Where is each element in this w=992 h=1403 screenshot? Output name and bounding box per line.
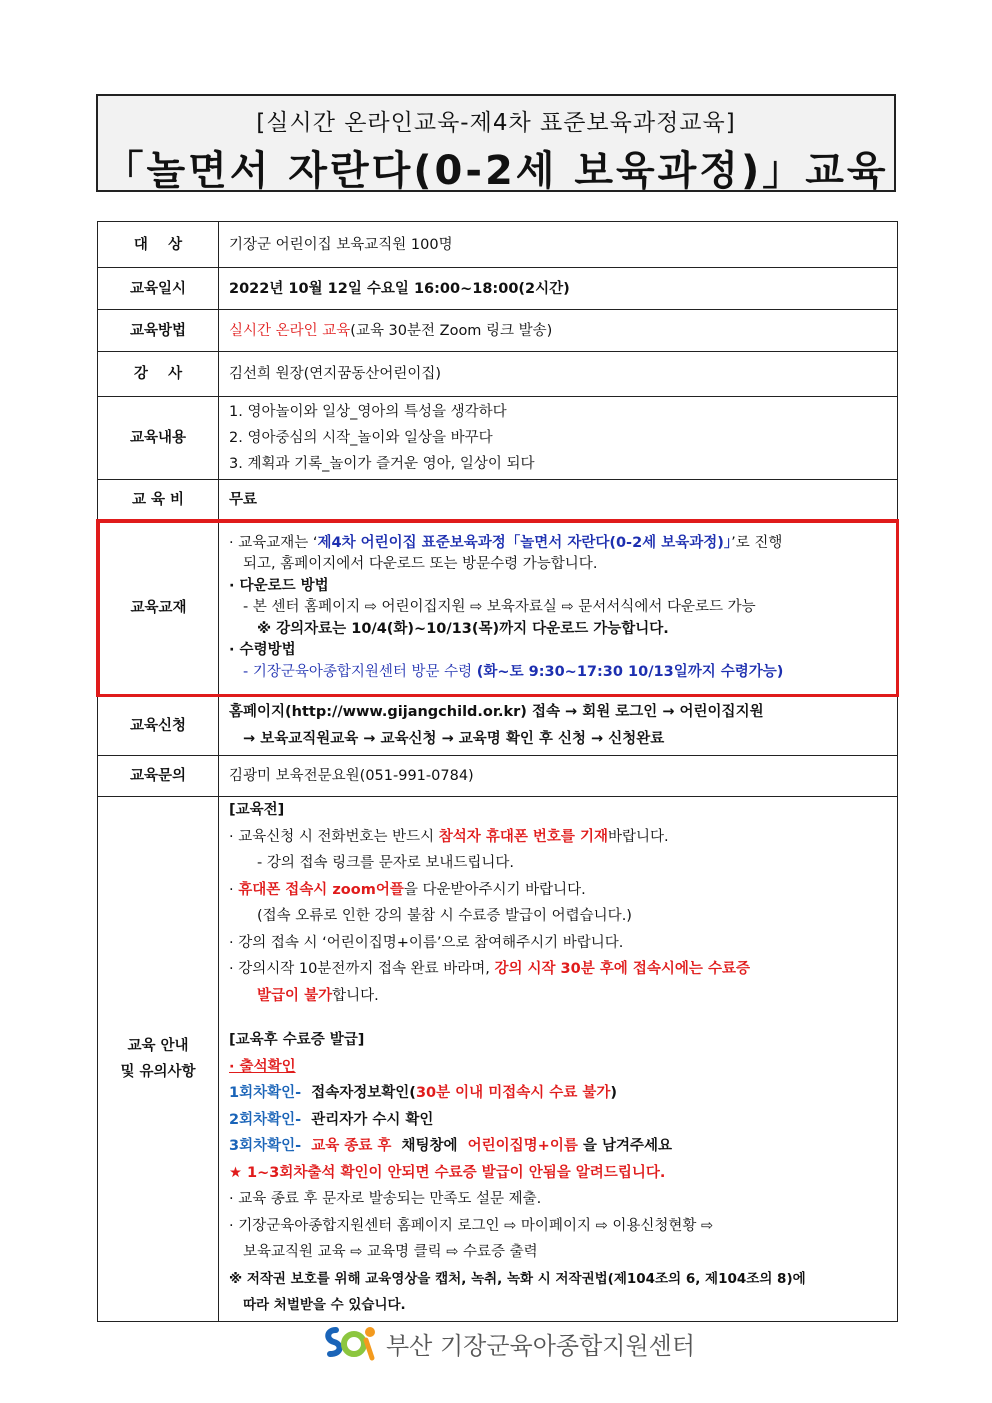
row-date (98, 268, 898, 310)
guide-c1c: ) (610, 1085, 618, 1101)
guide-a3a: · (229, 881, 239, 898)
guide-h2: [교육후 수료증 발급] (229, 1032, 365, 1048)
value-target: 기장군 어린이집 보육교직원 100명 (219, 222, 898, 268)
row-apply (98, 696, 898, 756)
guide-e2: 따라 처벌받을 수 있습니다. (243, 1297, 406, 1313)
info-table (96, 221, 899, 1322)
guide-a5: · 강의 접속 시 ‘어린이집명+이름’으로 참여해주시기 바랍니다. (229, 934, 624, 951)
apply-l2: → 보육교직원교육 → 교육신청 → 교육명 확인 후 신청 → 신청완료 (243, 731, 665, 747)
label-guide-1: 교육 안내 (127, 1037, 189, 1054)
guide-a1b: 참석자 휴대폰 번호를 기재 (438, 828, 608, 845)
guide-a7b: 합니다. (332, 987, 379, 1004)
value-date: 2022년 10월 12일 수요일 16:00~18:00(2시간) (219, 268, 898, 310)
material-l7a: - 기장군육아종합지원센터 방문 수령 (243, 663, 477, 680)
guide-a6b: 강의 시작 30분 후에 접속시에는 수료증 (494, 961, 750, 977)
value-lecturer: 김선희 원장(연지꿈동산어린이집) (219, 352, 898, 397)
content-item-2: 2. 영아중심의 시작_놀이와 일상을 바꾸다 (229, 430, 493, 446)
guide-d2: · 기장군육아종합지원센터 홈페이지 로그인 ⇨ 마이페이지 ⇨ 이용신청현황 ⇨ (229, 1217, 714, 1234)
material-l5: ※ 강의자료는 10/4(화)~10/13(목)까지 다운로드 가능합니다. (257, 620, 669, 637)
guide-c1b: 30분 이내 미접속시 수료 불가 (415, 1085, 611, 1101)
guide-a6a: · 강의시작 10분전까지 접속 완료 바라며, (229, 961, 495, 977)
label-date: 교육일시 (98, 268, 219, 310)
guide-h1: [교육전] (229, 802, 285, 818)
guide-a4: (접속 오류로 인한 강의 불참 시 수료증 발급이 어렵습니다.) (257, 908, 632, 924)
guide-star: ★ 1~3회차출석 확인이 안되면 수료증 발급이 안됨을 알려드립니다. (229, 1164, 666, 1181)
guide-c3a: 교육 종료 후 (311, 1138, 392, 1154)
label-target: 대 상 (98, 222, 219, 268)
row-method (98, 310, 898, 352)
guide-a2: - 강의 접속 링크를 문자로 보내드립니다. (257, 855, 514, 871)
guide-b1: · 출석확인 (229, 1058, 296, 1075)
label-apply: 교육신청 (98, 696, 219, 756)
material-l1b: 제4차 어린이집 표준보육과정「놀면서 자란다(0-2세 보육과정)」 (317, 534, 732, 551)
material-l3: · 다운로드 방법 (229, 577, 329, 594)
content-item-1: 1. 영아놀이와 일상_영아의 특성을 생각하다 (229, 404, 507, 420)
guide-c3k: 3회차확인- (229, 1138, 302, 1154)
row-material (98, 521, 898, 696)
title-line2: 「놀면서 자란다(0-2세 보육과정)」교육 (103, 148, 889, 194)
material-l1c: ’로 진행 (731, 534, 783, 551)
content-item-3: 3. 계획과 기록_놀이가 즐거운 영아, 일상이 되다 (229, 456, 535, 472)
row-fee (98, 480, 898, 521)
guide-c2a: 관리자가 수시 확인 (311, 1111, 434, 1128)
method-online: 실시간 온라인 교육 (229, 322, 351, 339)
row-guide (98, 797, 898, 1322)
row-content (98, 397, 898, 480)
guide-a7a: 발급이 불가 (257, 987, 333, 1004)
label-fee: 교 육 비 (98, 480, 219, 521)
label-content: 교육내용 (98, 397, 219, 480)
row-inquiry (98, 756, 898, 797)
value-inquiry: 김광미 보육전문요원(051-991-0784) (219, 756, 898, 797)
material-l7b: (화~토 9:30~17:30 10/13일까지 수령가능) (476, 663, 784, 680)
material-l6: · 수령방법 (229, 642, 296, 659)
guide-c2k: 2회차확인- (229, 1111, 302, 1128)
label-guide-2: 및 유의사항 (120, 1063, 196, 1080)
material-l2: 되고, 홈페이지에서 다운로드 또는 방문수령 가능합니다. (243, 556, 598, 573)
guide-c3c: 어린이집명+이름 (467, 1138, 578, 1154)
row-lecturer (98, 352, 898, 397)
title-line1: [실시간 온라인교육-제4차 표준보육과정교육] (256, 110, 736, 136)
footer (322, 1322, 695, 1364)
guide-a1a: · 교육신청 시 전화번호는 반드시 (229, 828, 439, 845)
guide-d3: 보육교직원 교육 ⇨ 교육명 클릭 ⇨ 수료증 출력 (243, 1244, 538, 1260)
material-l4: - 본 센터 홈페이지 ⇨ 어린이집지원 ⇨ 보육자료실 ⇨ 문서서식에서 다운로드 가능 (243, 599, 756, 616)
label-method: 교육방법 (98, 310, 219, 352)
apply-l1: 홈페이지(http://www.gijangchild.or.kr) 접속 → 회원 로그인 → 어린이집지원 (229, 704, 764, 720)
guide-c3d: 을 남겨주세요 (582, 1138, 672, 1154)
center-logo-icon (322, 1322, 378, 1364)
label-lecturer: 강 사 (98, 352, 219, 397)
guide-c1a: 접속자정보확인( (311, 1085, 416, 1101)
label-inquiry: 교육문의 (98, 756, 219, 797)
method-rest: (교육 30분전 Zoom 링크 발송) (350, 322, 553, 339)
guide-a3c: 을 다운받아주시기 바랍니다. (403, 881, 586, 898)
label-material: 교육교재 (98, 521, 219, 696)
guide-c3b: 채팅창에 (401, 1138, 458, 1154)
guide-e1: ※ 저작권 보호를 위해 교육영상을 캡처, 녹취, 녹화 시 저작권법(제104조의 6, 제104조의 8)에 (229, 1270, 806, 1287)
guide-a1c: 바랍니다. (607, 828, 669, 845)
row-target (98, 222, 898, 268)
guide-a3b: 휴대폰 접속시 zoom어플 (238, 881, 404, 898)
material-l1a: · 교육교재는 ‘ (229, 534, 318, 551)
value-fee: 무료 (219, 480, 898, 521)
footer-org-name: 부산 기장군육아종합지원센터 (386, 1331, 696, 1360)
guide-d1: · 교육 종료 후 문자로 발송되는 만족도 설문 제출. (229, 1191, 542, 1207)
title-box (96, 94, 896, 192)
guide-c1k: 1회차확인- (229, 1085, 302, 1101)
